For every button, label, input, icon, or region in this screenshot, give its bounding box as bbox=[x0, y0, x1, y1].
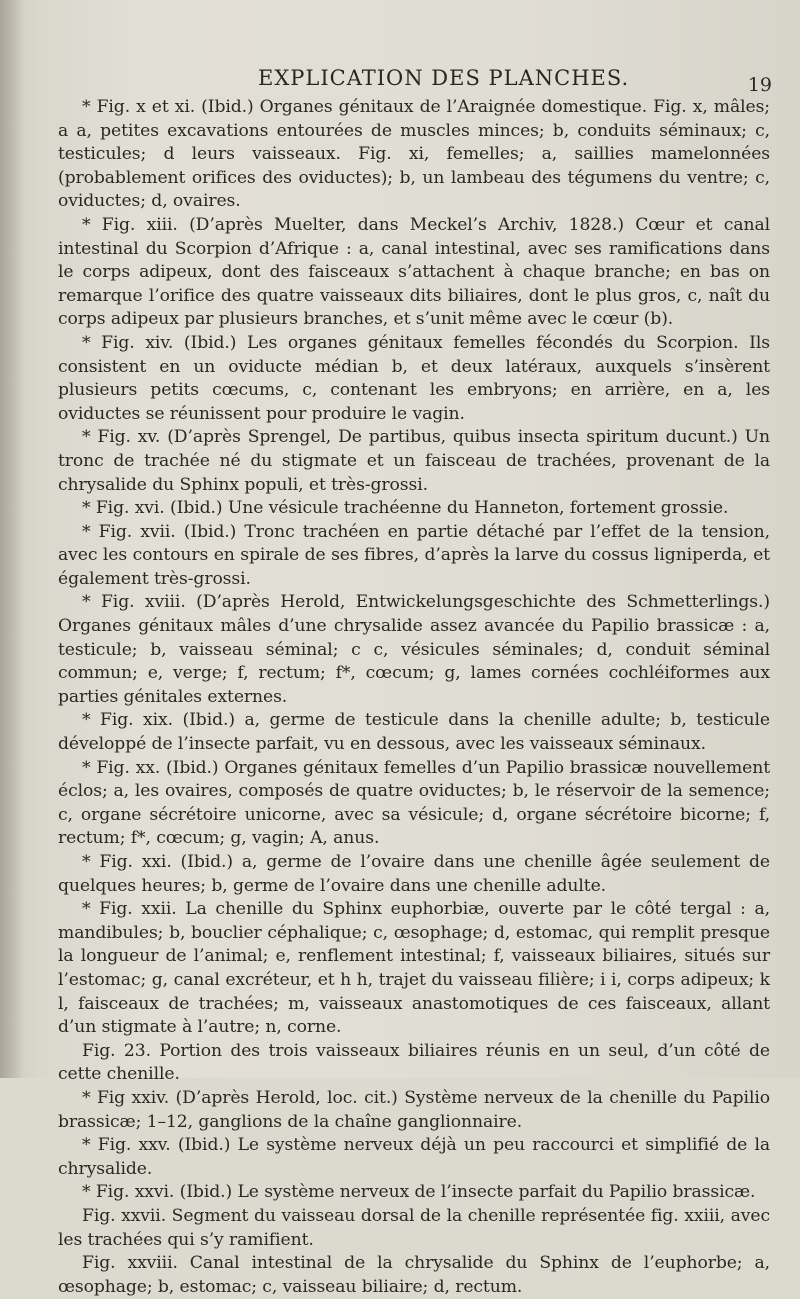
paragraph-fig-22: * Fig. xxii. La chenille du Sphinx euphorbiæ, ouverte par le côté tergal : a, mandibules; b, bouclier céphalique; c, œsophage; d, estomac, qui remplit presque la longueur de l’animal; e, renflement intestinal; f, vaisseaux biliaires, situés sur l’estomac; g, canal excréteur, et h h, trajet du vaisseau filière; i i, corps adipeux; k l, faisceaux de trachées; m, vaisseaux anastomotiques de ces faisceaux, allant d’un stigmate à l’autre; n, corne. bbox=[58, 899, 770, 1038]
paragraph-fig-10-11: * Fig. x et xi. (Ibid.) Organes génitaux de l’Araignée domestique. Fig. x, mâles; a a, petites excavations entourées de muscles minces; b, conduits séminaux; c, testicules; d leurs vaisseaux. Fig. xi, femelles; a, saillies mamelonnées (probablement orifices des oviductes); b, un lambeau des tégumens du ventre; c, oviductes; d, ovaires. bbox=[58, 97, 770, 212]
paragraph-fig-23: Fig. 23. Portion des trois vaisseaux biliaires réunis en un seul, d’un côté de cette chenille. bbox=[58, 1040, 770, 1085]
paragraph-fig-15: * Fig. xv. (D’après Sprengel, De partibus, quibus insecta spiritum ducunt.) Un tronc de trachée né du stigmate et un faisceau de trachées, provenant de la chrysalide du Sphinx populi, et très-grossi. bbox=[58, 427, 770, 495]
page-header bbox=[60, 66, 772, 96]
paragraph-fig-20: * Fig. xx. (Ibid.) Organes génitaux femelles d’un Papilio brassicæ nouvellement éclos; a, les ovaires, composés de quatre oviductes; b, le réservoir de la semence; c, organe sécrétoire unicorne, avec sa vésicule; d, organe sécrétoire bicorne; f, rectum; f*, cœcum; g, vagin; A, anus. bbox=[58, 757, 770, 849]
paragraph-fig-17: * Fig. xvii. (Ibid.) Tronc trachéen en partie détaché par l’effet de la tension, avec les contours en spirale de ses fibres, d’après la larve du cossus ligniperda, et également très-grossi. bbox=[58, 521, 770, 589]
paragraph-fig-13: * Fig. xiii. (D’après Muelter, dans Meckel’s Archiv, 1828.) Cœur et canal intestinal du Scorpion d’Afrique : a, canal intestinal, avec ses ramifications dans le corps adipeux, dont des faisceaux s’attachent à chaque branche; en bas on remarque l’orifice des quatre vaisseaux dits biliaires, dont le plus gros, c, naît du corps adipeux par plusieurs branches, et s’unit même avec le cœur (b). bbox=[58, 214, 770, 330]
page-fold-shadow bbox=[0, 0, 24, 1078]
paragraph-fig-24: * Fig xxiv. (D’après Herold, loc. cit.) Système nerveux de la chenille du Papilio brassicæ; 1–12, ganglions de la chaîne ganglionnaire. bbox=[58, 1087, 770, 1132]
body-text bbox=[58, 96, 770, 1299]
page-number: 19 bbox=[747, 74, 772, 96]
paragraph-fig-19: * Fig. xix. (Ibid.) a, germe de testicule dans la chenille adulte; b, testicule développé de l’insecte parfait, vu en dessous, avec les vaisseaux séminaux. bbox=[58, 710, 770, 755]
paragraph-fig-18: * Fig. xviii. (D’après Herold, Entwickelungsgeschichte des Schmetterlings.) Organes génitaux mâles d’une chrysalide assez avancée du Papilio brassicæ : a, testicule; b, vaisseau séminal; c c, vésicules séminales; d, conduit séminal commun; e, verge; f, rectum; f*, cœcum; g, lames cornées cochléiformes aux parties génitales externes. bbox=[58, 592, 770, 707]
paragraph-fig-25: * Fig. xxv. (Ibid.) Le système nerveux déjà un peu raccourci et simplifié de la chrysalide. bbox=[58, 1135, 770, 1179]
paragraph-fig-27: Fig. xxvii. Segment du vaisseau dorsal de la chenille représentée fig. xxiii, avec les trachées qui s’y ramifient. bbox=[58, 1205, 770, 1250]
page-title: EXPLICATION DES PLANCHES. bbox=[258, 66, 630, 90]
paragraph-fig-14: * Fig. xiv. (Ibid.) Les organes génitaux femelles fécondés du Scorpion. Ils consistent en un oviducte médian b, et deux latéraux, auxquels s’insèrent plusieurs petits cœcums, c, contenant les embryons; en arrière, en a, les oviductes se réunissent pour produire le vagin. bbox=[58, 332, 770, 424]
paragraph-fig-26: * Fig. xxvi. (Ibid.) Le système nerveux de l’insecte parfait du Papilio brassicæ. bbox=[82, 1182, 756, 1203]
paragraph-fig-21: * Fig. xxi. (Ibid.) a, germe de l’ovaire dans une chenille âgée seulement de quelques heures; b, germe de l’ovaire dans une chenille adulte. bbox=[58, 852, 770, 896]
paragraph-fig-28: Fig. xxviii. Canal intestinal de la chrysalide du Sphinx de l’euphorbe; a, œsophage; b, estomac; c, vaisseau biliaire; d, rectum. bbox=[58, 1253, 770, 1297]
paragraph-fig-16: * Fig. xvi. (Ibid.) Une vésicule trachéenne du Hanneton, fortement grossie. bbox=[82, 498, 729, 519]
